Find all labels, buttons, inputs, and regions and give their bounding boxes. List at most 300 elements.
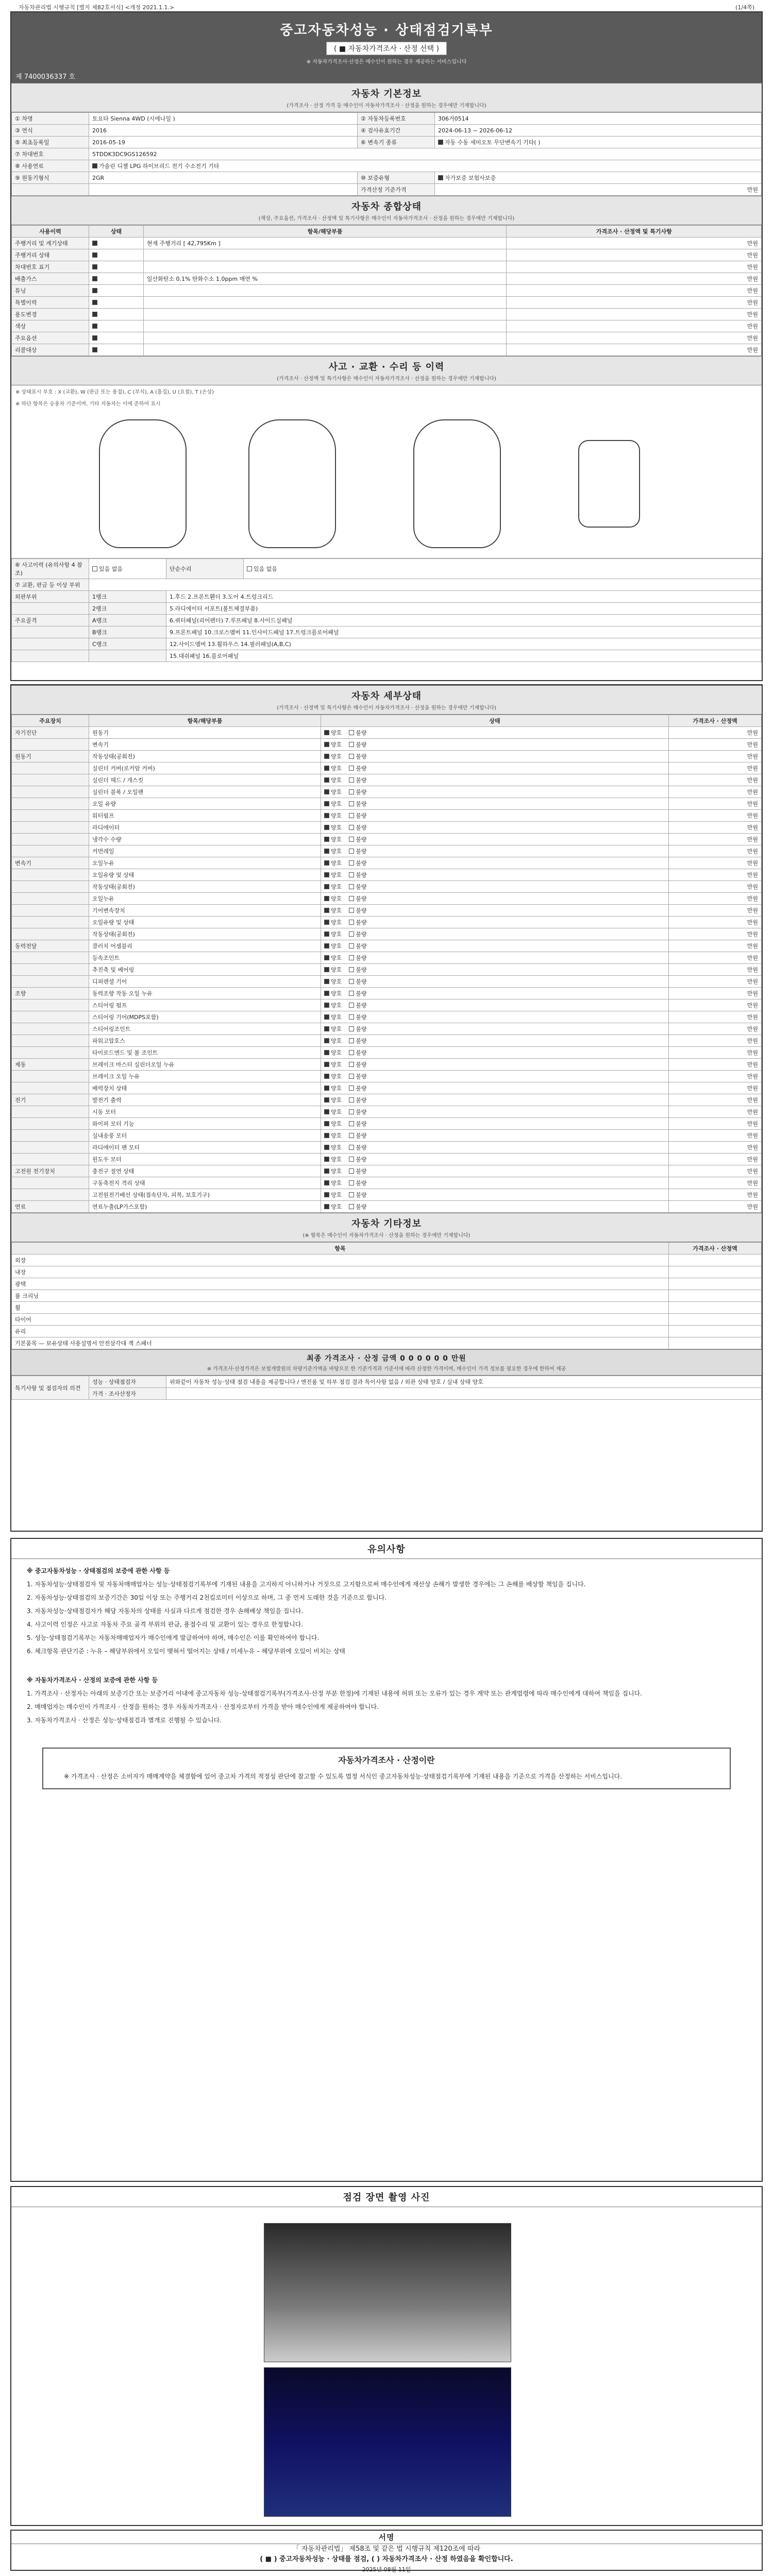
checkbox-icon bbox=[349, 801, 354, 806]
checkbox-icon bbox=[349, 1133, 354, 1138]
notice-paragraph: 3. 자동차가격조사 · 산정은 성능·상태점검과 별개로 진행될 수 있습니다. bbox=[27, 1717, 222, 1724]
checkbox-icon bbox=[349, 1086, 354, 1091]
label-abnormal-parts: ⑦ 교환, 판금 등 이상 부위 bbox=[12, 579, 89, 591]
item-price: 만원 bbox=[669, 940, 762, 952]
checkbox-icon bbox=[92, 324, 97, 329]
rank-label: 1랭크 bbox=[89, 591, 166, 603]
table-row bbox=[12, 309, 762, 320]
group-label bbox=[12, 1082, 89, 1094]
section-subtitle: (가격조사 · 산정액 및 특기사항은 매수인이 자동차가격조사 · 산정을 원하는 경우에만 기재합니다) bbox=[277, 705, 496, 711]
item-label: 변속기 bbox=[89, 739, 321, 751]
item-price: 만원 bbox=[669, 845, 762, 857]
state-label: 양호 bbox=[331, 1132, 342, 1139]
state-label: 불량 bbox=[356, 1097, 367, 1104]
label-inspector: 성능 · 상태점검자 bbox=[89, 1376, 166, 1388]
table-row bbox=[12, 999, 762, 1011]
checkbox-icon bbox=[324, 872, 329, 877]
label-base-price: 가격산정 기준가격 bbox=[358, 184, 435, 196]
checkbox-icon bbox=[349, 1026, 354, 1031]
item-state bbox=[321, 1142, 669, 1154]
group-label bbox=[12, 786, 89, 798]
group-label bbox=[12, 1177, 89, 1189]
checkbox-icon bbox=[324, 931, 329, 937]
empty-cell bbox=[12, 626, 89, 638]
section-subtitle: (색상, 주요옵션, 가격조사 · 산정액 및 특기사항은 매수인이 자동차가격조사 · 산정을 원하는 경우에만 기재합니다) bbox=[258, 216, 515, 222]
col-header: 상태 bbox=[89, 226, 144, 238]
table-row bbox=[12, 1082, 762, 1094]
group-label bbox=[12, 893, 89, 905]
checkbox-icon bbox=[349, 1168, 354, 1174]
state-label: 불량 bbox=[356, 1132, 367, 1139]
inspection-photo-engine bbox=[264, 2367, 511, 2517]
row-label: 리콜대상 bbox=[12, 344, 89, 356]
car-frame-icon bbox=[413, 419, 501, 548]
item-label: 오일유량 및 상태 bbox=[89, 917, 321, 928]
state-label: 양호 bbox=[331, 931, 342, 938]
state-label: 불량 bbox=[356, 943, 367, 950]
table-row bbox=[12, 320, 762, 332]
item-state bbox=[321, 739, 669, 751]
checkbox-icon bbox=[324, 1133, 329, 1138]
state-label: 불량 bbox=[356, 812, 367, 819]
table-row bbox=[12, 603, 762, 615]
section-subtitle: (가격조사 · 산정액 및 특기사항은 매수인이 자동차가격조사 · 산정을 원하는 경우에만 기재합니다) bbox=[277, 376, 496, 382]
item-price: 만원 bbox=[669, 774, 762, 786]
item-price: 만원 bbox=[669, 964, 762, 976]
table-row bbox=[12, 1266, 762, 1278]
table-row bbox=[12, 893, 762, 905]
item-state bbox=[321, 940, 669, 952]
table-row bbox=[12, 184, 762, 196]
state-label: 양호 bbox=[331, 860, 342, 867]
item-label: 추진축 및 베어링 bbox=[89, 964, 321, 976]
state-label: 불량 bbox=[356, 1180, 367, 1187]
empty-cell bbox=[12, 638, 89, 650]
state-label: 양호 bbox=[331, 730, 342, 736]
empty-cell bbox=[12, 184, 89, 196]
state-label: 양호 bbox=[331, 943, 342, 950]
row-price: 만원 bbox=[507, 238, 762, 249]
item-price: 만원 bbox=[669, 834, 762, 845]
row-items bbox=[143, 285, 507, 297]
group-label: 전기 bbox=[12, 1094, 89, 1106]
checkbox-icon bbox=[324, 1168, 329, 1174]
row-label: 주요골격 bbox=[12, 615, 89, 626]
legend-text: ※ 상태표시 부호 : X (교환), W (판금 또는 용접), C (부식), A (흠집), U (요철), T (손상) bbox=[15, 389, 214, 395]
row-price: 만원 bbox=[507, 320, 762, 332]
page-1 bbox=[10, 11, 763, 681]
label-car-name: ① 차명 bbox=[12, 113, 89, 125]
checkbox-icon bbox=[92, 347, 97, 352]
item-state bbox=[321, 798, 669, 810]
item-price: 만원 bbox=[669, 727, 762, 739]
empty-cell bbox=[89, 650, 166, 662]
group-label: 자기진단 bbox=[12, 727, 89, 739]
group-label bbox=[12, 774, 89, 786]
checkbox-icon bbox=[349, 908, 354, 913]
state-label: 양호 bbox=[331, 1109, 342, 1115]
item-price: 만원 bbox=[669, 1189, 762, 1201]
section-basic-info bbox=[11, 83, 762, 112]
checkbox-icon bbox=[92, 566, 97, 571]
table-header-row bbox=[12, 226, 762, 238]
empty-cell bbox=[89, 184, 358, 196]
table-row bbox=[12, 751, 762, 762]
group-label bbox=[12, 810, 89, 822]
checkbox-icon bbox=[324, 813, 329, 818]
group-label bbox=[12, 822, 89, 834]
table-row bbox=[12, 834, 762, 845]
table-row bbox=[12, 1011, 762, 1023]
section-title: 유의사항 bbox=[367, 1544, 406, 1555]
item-state bbox=[321, 1177, 669, 1189]
signature-line: 「 자동차관리법」 제58조 및 같은 법 시행규칙 제120조에 따라 bbox=[292, 2545, 481, 2553]
item-state bbox=[321, 1189, 669, 1201]
table-row bbox=[12, 650, 762, 662]
page-indicator: (1/4쪽) bbox=[735, 4, 754, 11]
checkbox-icon bbox=[438, 140, 443, 145]
parts-list: 5.라디에이터 서포트(볼트체결부품) bbox=[166, 603, 762, 615]
item-label: 커먼레일 bbox=[89, 845, 321, 857]
section-title: 자동차 세부상태 bbox=[351, 691, 422, 702]
group-label bbox=[12, 1035, 89, 1047]
checkbox-icon bbox=[349, 1109, 354, 1114]
state-label: 양호 bbox=[331, 765, 342, 772]
item-label: 작동상태(공회전) bbox=[89, 751, 321, 762]
state-label: 양호 bbox=[331, 1097, 342, 1104]
table-row bbox=[12, 988, 762, 999]
state-label: 불량 bbox=[356, 1121, 367, 1127]
checkbox-icon bbox=[349, 1157, 354, 1162]
row-price: 만원 bbox=[507, 261, 762, 273]
checkbox-icon bbox=[349, 730, 354, 735]
row-price: 만원 bbox=[507, 297, 762, 309]
page-5 bbox=[10, 2530, 763, 2571]
state-label: 불량 bbox=[356, 990, 367, 997]
empty-cell bbox=[12, 603, 89, 615]
col-header: 가격조사 · 산정액 bbox=[669, 715, 762, 727]
group-label bbox=[12, 798, 89, 810]
group-label bbox=[12, 834, 89, 845]
row-state bbox=[89, 261, 144, 273]
item-label: 구동축전지 격리 상태 bbox=[89, 1177, 321, 1189]
page-3 bbox=[10, 1538, 763, 2182]
checkbox-icon bbox=[349, 872, 354, 877]
repair-options: 있음 없음 bbox=[254, 566, 278, 572]
group-label bbox=[12, 952, 89, 964]
table-row bbox=[12, 1154, 762, 1165]
parts-list: 12.사이드멤버 13.휠하우스 14.필러패널(A,B,C) bbox=[166, 638, 762, 650]
section-title: 자동차 기본정보 bbox=[351, 89, 422, 99]
group-label bbox=[12, 905, 89, 917]
item-price: 만원 bbox=[669, 1023, 762, 1035]
table-row bbox=[12, 591, 762, 603]
item-state bbox=[321, 999, 669, 1011]
state-label: 양호 bbox=[331, 1180, 342, 1187]
state-label: 불량 bbox=[356, 1156, 367, 1163]
item-price: 만원 bbox=[669, 1201, 762, 1213]
checkbox-icon bbox=[349, 1014, 354, 1020]
table-row bbox=[12, 559, 762, 579]
empty-cell bbox=[669, 1314, 762, 1326]
notice-heading: ※ 중고자동차성능 · 상태점검의 보증에 관한 사항 등 bbox=[27, 1567, 170, 1574]
notice-paragraph: 5. 성능·상태점검기록부는 자동차매매업자가 매수인에게 발급하여야 하며, 매수인은 이를 확인하여야 합니다. bbox=[27, 1634, 320, 1641]
empty-cell bbox=[669, 1290, 762, 1302]
parts-list: 9.프론트패널 10.크로스멤버 11.인사이드패널 17.트렁크플로어패널 bbox=[166, 626, 762, 638]
table-row bbox=[12, 810, 762, 822]
state-label: 양호 bbox=[331, 1049, 342, 1056]
table-row bbox=[12, 273, 762, 285]
table-row bbox=[12, 1314, 762, 1326]
state-label: 양호 bbox=[331, 1121, 342, 1127]
table-row bbox=[12, 238, 762, 249]
group-label: 제동 bbox=[12, 1059, 89, 1071]
item-price: 만원 bbox=[669, 1011, 762, 1023]
label-accident: ⑥ 사고이력 (유의사항 4 참조) bbox=[12, 559, 89, 579]
checkbox-icon bbox=[324, 825, 329, 830]
section-subtitle: (※ 항목은 매수인이 자동차가격조사 · 산정을 원하는 경우에만 기재합니다) bbox=[303, 1233, 470, 1239]
label-inspection: ④ 검사유효기간 bbox=[358, 125, 435, 137]
table-row bbox=[12, 1255, 762, 1266]
table-row bbox=[12, 857, 762, 869]
empty-cell bbox=[669, 1255, 762, 1266]
row-label: 외판부위 bbox=[12, 591, 89, 603]
empty-cell bbox=[669, 1266, 762, 1278]
item-label: 발전기 출력 bbox=[89, 1094, 321, 1106]
signature-date: 2025년 08월 11일 bbox=[362, 2566, 411, 2573]
item-price: 만원 bbox=[669, 881, 762, 893]
label-fuel: ⑧ 사용연료 bbox=[12, 160, 89, 172]
value-transmission bbox=[435, 137, 762, 148]
item-price: 만원 bbox=[669, 1071, 762, 1082]
item-state bbox=[321, 964, 669, 976]
state-label: 양호 bbox=[331, 1026, 342, 1032]
notice-paragraph: 4. 사고이력 인정은 사고로 자동차 주요 골격 부위의 판금, 용접수리 및 교환이 있는 경우로 한정합니다. bbox=[27, 1621, 304, 1628]
state-label: 양호 bbox=[331, 824, 342, 831]
car-outline-icon bbox=[248, 419, 336, 548]
value-base-price: 만원 bbox=[435, 184, 762, 196]
state-label: 불량 bbox=[356, 848, 367, 855]
row-items bbox=[143, 309, 507, 320]
state-label: 불량 bbox=[356, 884, 367, 890]
checkbox-icon bbox=[349, 896, 354, 901]
row-price: 만원 bbox=[507, 309, 762, 320]
section-title: 자동차 기타정보 bbox=[351, 1218, 422, 1229]
row-label: 차대번호 표기 bbox=[12, 261, 89, 273]
col-header: 항목 bbox=[12, 1243, 669, 1255]
item-price: 만원 bbox=[669, 1142, 762, 1154]
state-label: 양호 bbox=[331, 741, 342, 748]
empty-cell bbox=[669, 1278, 762, 1290]
item-label: 라디에이터 bbox=[89, 822, 321, 834]
table-row bbox=[12, 762, 762, 774]
table-row bbox=[12, 1326, 762, 1337]
group-label bbox=[12, 976, 89, 988]
item-label: 실린더 헤드 / 개스킷 bbox=[89, 774, 321, 786]
box-title: 자동차가격조사 · 산정이란 bbox=[338, 1755, 435, 1765]
signature-line: ( ■ ) 중고자동차성능 · 상태를 점검, ( ) 자동차가격조사 · 산정 하였음을 확인합니다. bbox=[260, 2555, 513, 2563]
item-label: 라디에이터 팬 모터 bbox=[89, 1142, 321, 1154]
state-label: 불량 bbox=[356, 1168, 367, 1175]
section-title: 점검 장면 촬영 사진 bbox=[343, 2192, 430, 2203]
checkbox-icon bbox=[349, 884, 354, 889]
table-row bbox=[12, 917, 762, 928]
state-label: 불량 bbox=[356, 1038, 367, 1044]
table-row bbox=[12, 869, 762, 881]
checkbox-icon bbox=[92, 163, 97, 168]
checkbox-icon bbox=[92, 241, 97, 246]
state-label: 불량 bbox=[356, 801, 367, 807]
group-label bbox=[12, 1106, 89, 1118]
item-price: 만원 bbox=[669, 810, 762, 822]
item-label: 연료누출(LP가스포함) bbox=[89, 1201, 321, 1213]
label-engine: ⑨ 원동기형식 bbox=[12, 172, 89, 184]
group-label bbox=[12, 1130, 89, 1142]
state-label: 불량 bbox=[356, 860, 367, 867]
label-transmission: ⑥ 변속기 종류 bbox=[358, 137, 435, 148]
table-row bbox=[12, 774, 762, 786]
item-price: 만원 bbox=[669, 762, 762, 774]
checkbox-icon bbox=[324, 943, 329, 948]
label-simple-repair: 단순수리 bbox=[166, 559, 244, 579]
group-label bbox=[12, 739, 89, 751]
state-label: 불량 bbox=[356, 1014, 367, 1021]
group-label bbox=[12, 999, 89, 1011]
col-header: 상태 bbox=[321, 715, 669, 727]
item-price: 만원 bbox=[669, 1047, 762, 1059]
checkbox-icon bbox=[349, 849, 354, 854]
checkbox-icon bbox=[324, 896, 329, 901]
label-reg-no: ② 자동차등록번호 bbox=[358, 113, 435, 125]
state-label: 불량 bbox=[356, 1204, 367, 1210]
item-state bbox=[321, 1130, 669, 1142]
checkbox-icon bbox=[324, 979, 329, 984]
checkbox-icon bbox=[349, 1038, 354, 1043]
checkbox-icon bbox=[349, 813, 354, 818]
item-price: 만원 bbox=[669, 1177, 762, 1189]
checkbox-icon bbox=[349, 979, 354, 984]
state-label: 양호 bbox=[331, 777, 342, 784]
state-label: 불량 bbox=[356, 824, 367, 831]
state-label: 불량 bbox=[356, 1073, 367, 1080]
row-price: 만원 bbox=[507, 344, 762, 356]
state-label: 불량 bbox=[356, 753, 367, 760]
item-state bbox=[321, 928, 669, 940]
item-state bbox=[321, 1011, 669, 1023]
item-price: 만원 bbox=[669, 928, 762, 940]
item-state bbox=[321, 1201, 669, 1213]
col-header: 항목/해당부품 bbox=[89, 715, 321, 727]
value-first-reg: 2016-05-19 bbox=[89, 137, 358, 148]
table-row bbox=[12, 1337, 762, 1349]
row-items bbox=[143, 249, 507, 261]
state-label: 불량 bbox=[356, 1002, 367, 1009]
checkbox-icon bbox=[349, 943, 354, 948]
checkbox-icon bbox=[92, 264, 97, 269]
checkbox-icon bbox=[349, 920, 354, 925]
value-emission: 일산화탄소 0.1% 탄화수소 1.0ppm 매연 % bbox=[143, 273, 507, 285]
state-label: 불량 bbox=[356, 1026, 367, 1032]
group-label: 동력전달 bbox=[12, 940, 89, 952]
row-items bbox=[143, 320, 507, 332]
table-row bbox=[12, 739, 762, 751]
label-vin: ⑦ 차대번호 bbox=[12, 148, 89, 160]
item-label: 작동상태(공회전) bbox=[89, 881, 321, 893]
item-label: 브레이크 마스터 실린더오일 누유 bbox=[89, 1059, 321, 1071]
state-label: 양호 bbox=[331, 990, 342, 997]
section-photos bbox=[11, 2187, 762, 2207]
table-row bbox=[12, 1388, 762, 1400]
state-label: 불량 bbox=[356, 765, 367, 772]
form-note: ※ 자동차가격조사·산정은 매수인이 원하는 경우 제공하는 서비스입니다 bbox=[306, 59, 467, 65]
row-price: 만원 bbox=[507, 285, 762, 297]
checkbox-icon bbox=[324, 1204, 329, 1209]
checkbox-icon bbox=[324, 860, 329, 866]
group-label bbox=[12, 917, 89, 928]
checkbox-icon bbox=[324, 754, 329, 759]
item-price: 만원 bbox=[669, 857, 762, 869]
value-simple-repair bbox=[244, 559, 762, 579]
state-label: 불량 bbox=[356, 955, 367, 961]
checkbox-icon bbox=[92, 276, 97, 281]
checkbox-icon bbox=[324, 1038, 329, 1043]
group-label bbox=[12, 964, 89, 976]
item-state bbox=[321, 952, 669, 964]
checkbox-icon bbox=[324, 908, 329, 913]
empty-cell bbox=[12, 650, 89, 662]
summary-table bbox=[11, 225, 762, 356]
state-label: 양호 bbox=[331, 967, 342, 973]
row-items bbox=[143, 344, 507, 356]
parts-list: 6.쿼터패널(리어펜더) 7.루프패널 8.사이드실패널 bbox=[166, 615, 762, 626]
notice-paragraph: 6. 체크항목 판단기준 : 누유 – 해당부위에서 오일이 맺혀서 떨어지는 상태 / 미세누유 – 해당부위에 오일이 비치는 상태 bbox=[27, 1648, 346, 1655]
parts-list: 1.후드 2.프론트휀더 3.도어 4.트렁크리드 bbox=[166, 591, 762, 603]
state-label: 양호 bbox=[331, 1156, 342, 1163]
row-price: 만원 bbox=[507, 332, 762, 344]
item-price: 만원 bbox=[669, 988, 762, 999]
item-price: 만원 bbox=[669, 999, 762, 1011]
item-price: 만원 bbox=[669, 798, 762, 810]
section-accident bbox=[11, 356, 762, 385]
checkbox-icon bbox=[324, 730, 329, 735]
item-price: 만원 bbox=[669, 1082, 762, 1094]
table-row bbox=[12, 1177, 762, 1189]
item-price: 만원 bbox=[669, 1094, 762, 1106]
col-header: 주요장치 bbox=[12, 715, 89, 727]
table-row bbox=[12, 332, 762, 344]
table-row bbox=[12, 940, 762, 952]
checkbox-icon bbox=[324, 1121, 329, 1126]
label-year: ③ 연식 bbox=[12, 125, 89, 137]
state-label: 양호 bbox=[331, 1085, 342, 1092]
table-row bbox=[12, 148, 762, 160]
checkbox-icon bbox=[324, 1086, 329, 1091]
special-notes-table bbox=[11, 1376, 762, 1400]
state-label: 양호 bbox=[331, 848, 342, 855]
checkbox-icon bbox=[349, 991, 354, 996]
item-state bbox=[321, 905, 669, 917]
item-label: 동력조향 작동 오일 누유 bbox=[89, 988, 321, 999]
car-body-icon bbox=[578, 440, 640, 528]
rank-label: C랭크 bbox=[89, 638, 166, 650]
row-state bbox=[89, 332, 144, 344]
table-row bbox=[12, 297, 762, 309]
checkbox-icon bbox=[349, 1180, 354, 1185]
state-label: 양호 bbox=[331, 1002, 342, 1009]
item-label: 고전원전기배선 상태(접속단자, 피복, 보호기구) bbox=[89, 1189, 321, 1201]
table-row bbox=[12, 1302, 762, 1314]
state-label: 불량 bbox=[356, 907, 367, 914]
